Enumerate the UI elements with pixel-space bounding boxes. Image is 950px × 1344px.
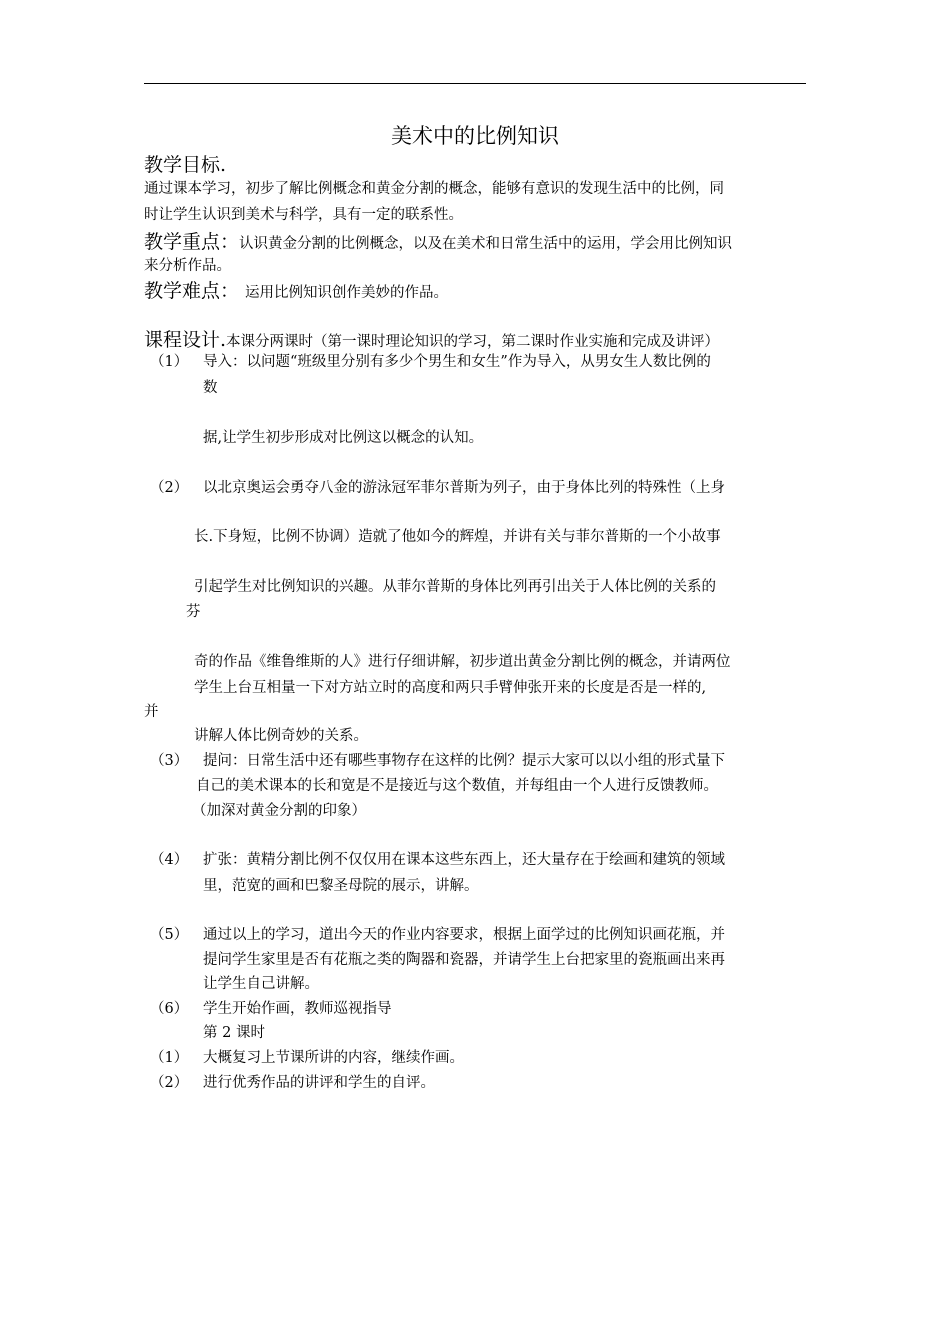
step-3-line-3: （加深对黄金分割的印象） bbox=[192, 803, 366, 819]
step-5-line-1: 通过以上的学习，道出今天的作业内容要求，根据上面学过的比例知识画花瓶，并 bbox=[203, 927, 725, 943]
step-2-line-6: 学生上台互相量一下对方站立时的高度和两只手臂伸张开来的长度是否是一样的, bbox=[194, 680, 707, 696]
lesson2-step-1-text: 大概复习上节课所讲的内容，继续作画。 bbox=[203, 1050, 464, 1066]
step-1-line-1: 导入：以问题“班级里分别有多少个男生和女生”作为导入，从男女生人数比例的 bbox=[203, 354, 711, 370]
design-text: 本课分两课时（第一课时理论知识的学习，第二课时作业实施和完成及讲评） bbox=[226, 334, 720, 350]
page-title: 美术中的比例知识 bbox=[391, 124, 559, 148]
step-3-line-2: 自己的美术课本的长和宽是不是接近与这个数值，并每组由一个人进行反馈教师。 bbox=[196, 778, 718, 794]
step-2-line-2: 长.下身短，比例不协调）造就了他如今的辉煌，并讲有关与菲尔普斯的一个小故事 bbox=[194, 529, 721, 545]
step-6-line-1: 学生开始作画，教师巡视指导 bbox=[203, 1001, 392, 1017]
step-3-line-1: 提问：日常生活中还有哪些事物存在这样的比例？提示大家可以以小组的形式量下 bbox=[203, 753, 725, 769]
design-heading: 课程设计. bbox=[144, 329, 227, 351]
header-rule bbox=[144, 83, 806, 84]
step-2-line-7: 并 bbox=[144, 704, 159, 720]
step-4-number: （4） bbox=[150, 852, 189, 868]
step-2-number: （2） bbox=[150, 480, 189, 496]
lesson2-step-2-text: 进行优秀作品的讲评和学生的自评。 bbox=[203, 1075, 435, 1091]
step-2-line-3: 引起学生对比例知识的兴趣。从菲尔普斯的身体比列再引出关于人体比例的关系的 bbox=[194, 579, 716, 595]
step-4-line-2: 里，范宽的画和巴黎圣母院的展示，讲解。 bbox=[203, 878, 479, 894]
design-block bbox=[144, 325, 719, 352]
lesson2-step-1-number: （1） bbox=[150, 1050, 189, 1066]
step-6-number: （6） bbox=[150, 1001, 189, 1017]
step-3-number: （3） bbox=[150, 753, 189, 769]
objectives-heading: 教学目标. bbox=[144, 154, 227, 176]
key-points-line-1: 认识黄金分割的比例概念，以及在美术和日常生活中的运用，学会用比例知识 bbox=[239, 236, 733, 252]
step-5-line-2: 提问学生家里是否有花瓶之类的陶器和瓷器，并请学生上台把家里的瓷瓶画出来再 bbox=[203, 952, 725, 968]
step-2-line-4: 芬 bbox=[186, 604, 201, 620]
step-1-line-2: 数 bbox=[203, 380, 218, 396]
lesson-2-heading: 第 2 课时 bbox=[203, 1025, 265, 1041]
step-2-line-8: 讲解人体比例奇妙的关系。 bbox=[194, 728, 368, 744]
step-5-line-3: 让学生自己讲解。 bbox=[203, 976, 319, 992]
difficulty-text: 运用比例知识创作美妙的作品。 bbox=[245, 285, 449, 301]
key-points-line-2: 来分析作品。 bbox=[144, 258, 231, 274]
step-1-number: （1） bbox=[150, 354, 189, 370]
key-points-heading: 教学重点： bbox=[144, 231, 240, 253]
lesson2-step-2-number: （2） bbox=[150, 1075, 189, 1091]
difficulty-heading: 教学难点： bbox=[144, 280, 240, 302]
key-points-block bbox=[144, 227, 732, 254]
objectives-line-1: 通过课本学习，初步了解比例概念和黄金分割的概念，能够有意识的发现生活中的比例，同 bbox=[144, 181, 724, 197]
step-5-number: （5） bbox=[150, 927, 189, 943]
step-4-line-1: 扩张：黄精分割比例不仅仅用在课本这些东西上，还大量存在于绘画和建筑的领域 bbox=[203, 852, 725, 868]
step-2-line-5: 奇的作品《维鲁维斯的人》进行仔细讲解，初步道出黄金分割比例的概念，并请两位 bbox=[194, 654, 731, 670]
step-1-line-3: 据,让学生初步形成对比例这以概念的认知。 bbox=[203, 430, 484, 446]
difficulty-block bbox=[144, 276, 448, 303]
step-2-line-1: 以北京奥运会勇夺八金的游泳冠军菲尔普斯为列子，由于身体比列的特殊性（上身 bbox=[203, 480, 725, 496]
objectives-line-2: 时让学生认识到美术与科学，具有一定的联系性。 bbox=[144, 207, 463, 223]
